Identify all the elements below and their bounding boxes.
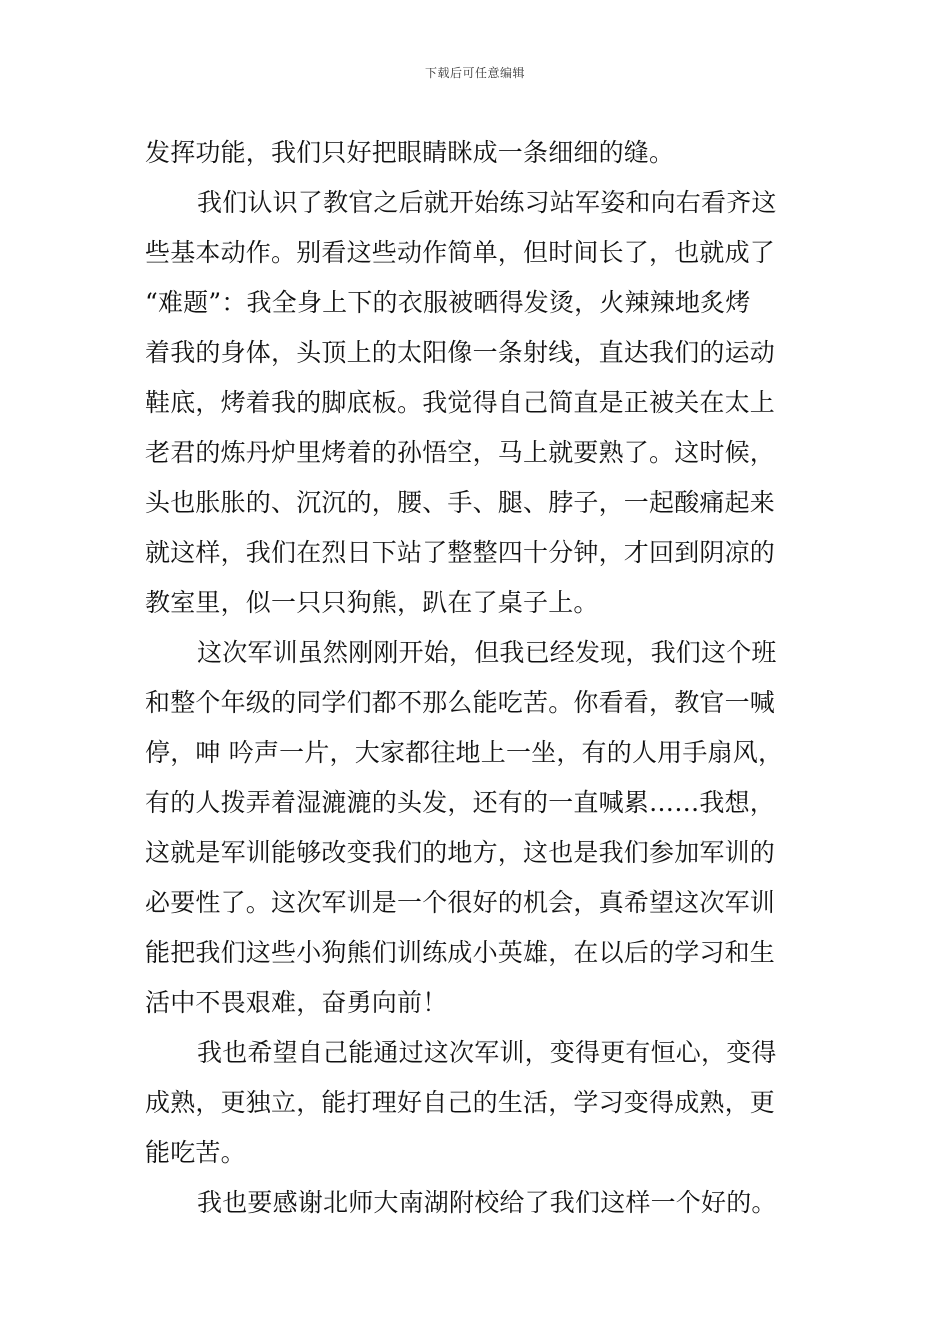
text-line: 能吃苦。: [145, 1138, 246, 1167]
page-header: 下载后可任意编辑: [424, 66, 525, 80]
text-line: 着我的身体，头顶上的太阳像一条射线，直达我们的运动: [145, 338, 776, 367]
text-line: 教室里，似一只只狗熊，趴在了桌子上。: [145, 588, 599, 617]
text-line: 我们认识了教官之后就开始练习站军姿和向右看齐这: [197, 188, 777, 217]
text-line: 这就是军训能够改变我们的地方，这也是我们参加军训的: [145, 838, 776, 867]
text-line: 发挥功能，我们只好把眼睛眯成一条细细的缝。: [145, 138, 675, 167]
text-line: 必要性了。这次军训是一个很好的机会，真希望这次军训: [145, 888, 776, 917]
text-line: 老君的炼丹炉里烤着的孙悟空，马上就要熟了。这时候，: [145, 438, 776, 467]
document-body: [145, 128, 809, 1228]
text-line: 我也希望自己能通过这次军训，变得更有恒心，变得: [197, 1038, 777, 1067]
text-line: 活中不畏艰难，奋勇向前！: [145, 988, 448, 1017]
text-line: 和整个年级的同学们都不那么能吃苦。你看看，教官一喊: [145, 688, 776, 717]
text-line: 有的人拨弄着湿漉漉的头发，还有的一直喊累……我想，: [145, 788, 776, 817]
text-line: 我也要感谢北师大南湖附校给了我们这样一个好的。: [197, 1188, 777, 1217]
text-line: 停，呻 吟声一片，大家都往地上一坐，有的人用手扇风，: [145, 738, 784, 767]
text-line: 这次军训虽然刚刚开始，但我已经发现，我们这个班: [197, 638, 777, 667]
text-line: 成熟，更独立，能打理好自己的生活，学习变得成熟，更: [145, 1088, 776, 1117]
text-line: 鞋底，烤着我的脚底板。我觉得自己简直是正被关在太上: [145, 388, 776, 417]
text-line: 能把我们这些小狗熊们训练成小英雄，在以后的学习和生: [145, 938, 776, 967]
text-line: “难题”：我全身上下的衣服被晒得发烫，火辣辣地炙烤: [145, 288, 751, 317]
text-line: 头也胀胀的、沉沉的，腰、手、腿、脖子，一起酸痛起来: [145, 488, 776, 517]
text-line: 些基本动作。别看这些动作简单，但时间长了，也就成了: [145, 238, 776, 267]
text-line: 就这样，我们在烈日下站了整整四十分钟，才回到阴凉的: [145, 538, 776, 567]
